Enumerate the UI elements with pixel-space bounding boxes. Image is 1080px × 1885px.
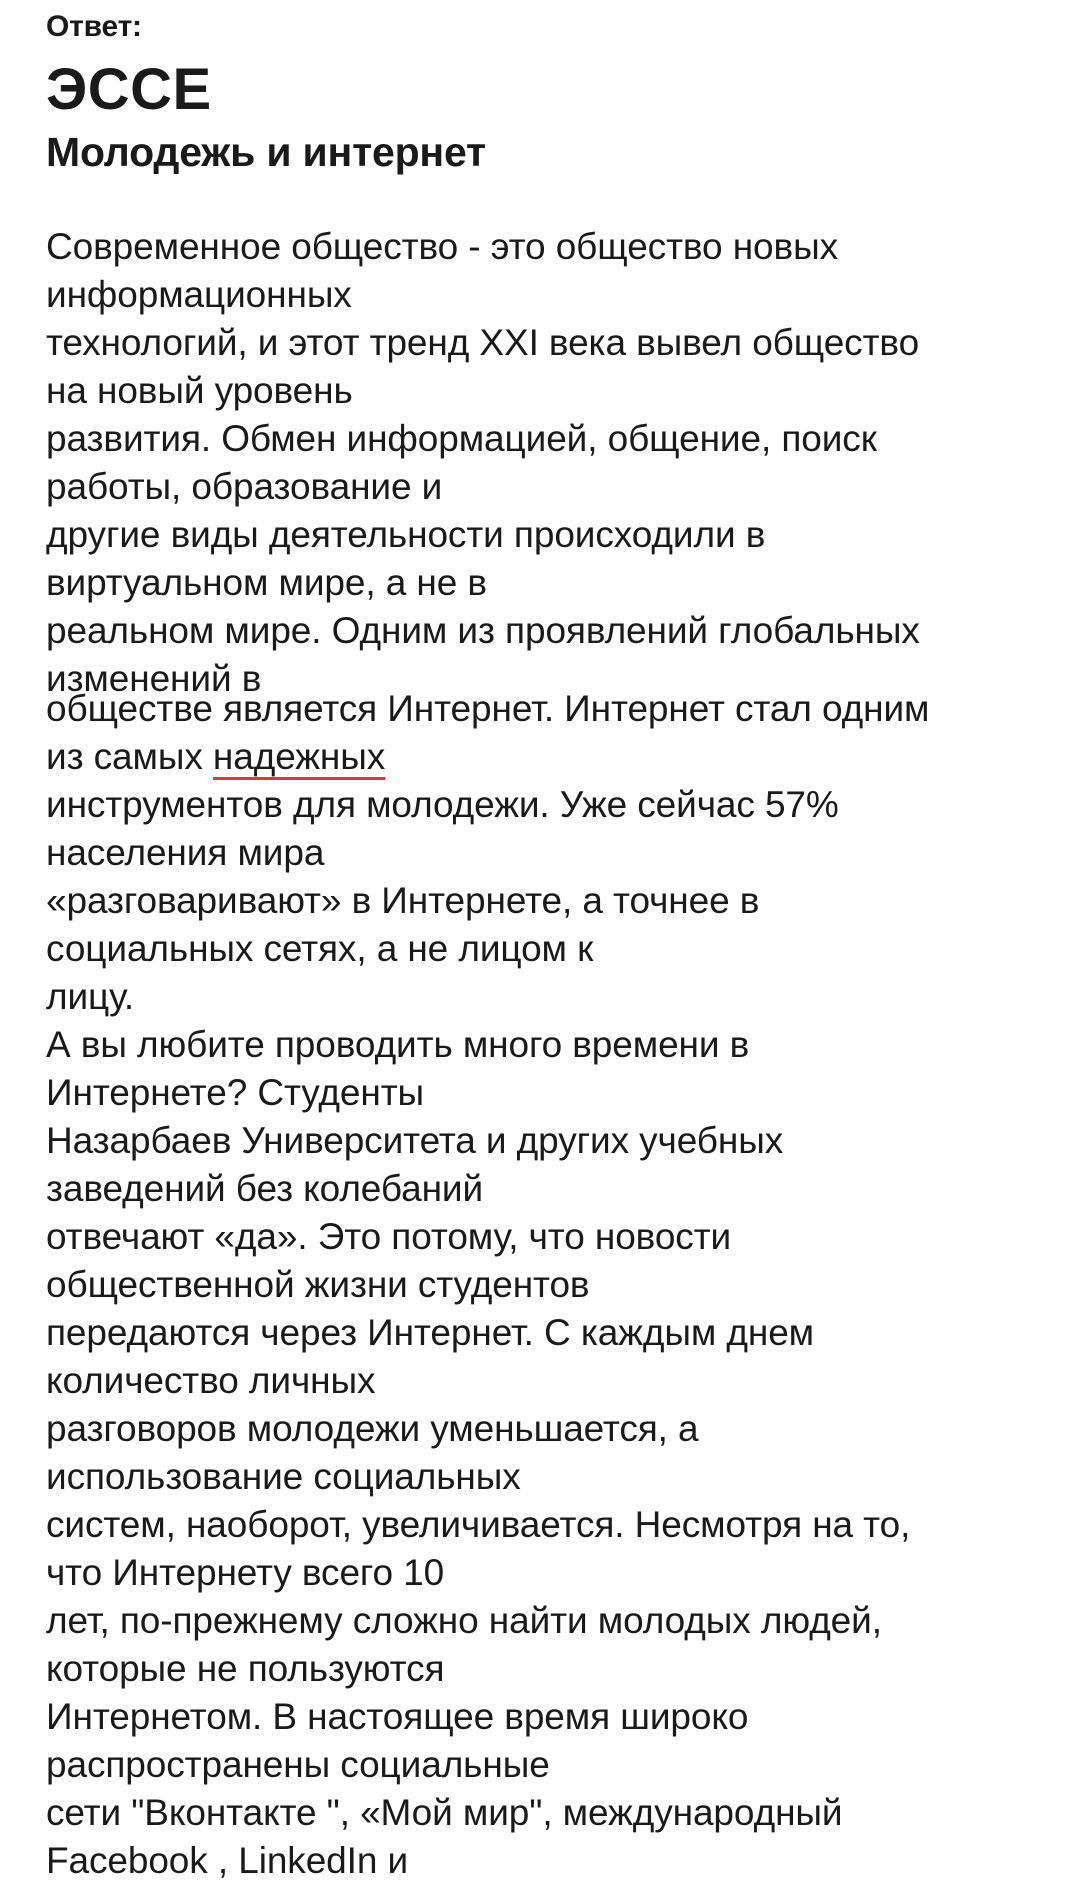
- essay-line: количество личных: [46, 1360, 376, 1401]
- essay-line: другие виды деятельности происходили в: [46, 514, 766, 555]
- document-page: [46, 0, 1056, 1881]
- essay-line: виртуальном мире, а не в: [46, 562, 487, 603]
- essay-line: заведений без колебаний: [46, 1168, 484, 1209]
- essay-line-with-underline: [46, 733, 1056, 781]
- essay-line: общественной жизни студентов: [46, 1264, 590, 1305]
- essay-line: систем, наоборот, увеличивается. Несмотря на то,: [46, 1504, 911, 1545]
- essay-line: населения мира: [46, 832, 325, 873]
- essay-line: Современное общество - это общество новых: [46, 226, 838, 267]
- essay-line: использование социальных: [46, 1456, 521, 1497]
- essay-body: [46, 223, 1056, 1885]
- essay-line: изменений в: [46, 658, 262, 699]
- essay-subtitle: Молодежь и интернет: [46, 129, 486, 175]
- essay-line: что Интернету всего 10: [46, 1552, 445, 1593]
- essay-line: реальном мире. Одним из проявлений глобальных: [46, 610, 920, 651]
- answer-label: Ответ:: [46, 10, 142, 43]
- essay-line: Интернете? Студенты: [46, 1072, 425, 1113]
- essay-line: инструментов для молодежи. Уже сейчас 57%: [46, 784, 839, 825]
- essay-line: Facebook , LinkedIn и: [46, 1840, 409, 1881]
- essay-line: технологий, и этот тренд XXI века вывел общество: [46, 322, 920, 363]
- essay-line: развития. Обмен информацией, общение, поиск: [46, 418, 877, 459]
- essay-line: информационных: [46, 274, 352, 315]
- essay-line: которые не пользуются: [46, 1648, 445, 1689]
- essay-line: «разговаривают» в Интернете, а точнее в: [46, 880, 760, 921]
- essay-line: лицу.: [46, 976, 135, 1017]
- essay-line: на новый уровень: [46, 370, 353, 411]
- essay-line: лет, по-прежнему сложно найти молодых людей,: [46, 1600, 882, 1641]
- essay-line: работы, образование и: [46, 466, 443, 507]
- essay-line: А вы любите проводить много времени в: [46, 1024, 750, 1065]
- essay-line: передаются через Интернет. С каждым днем: [46, 1312, 815, 1353]
- essay-line: сети "Вконтакте ", «Мой мир", международный: [46, 1792, 843, 1833]
- essay-line: разговоров молодежи уменьшается, а: [46, 1408, 699, 1449]
- essay-title: ЭССЕ: [46, 57, 212, 122]
- essay-line: Интернетом. В настоящее время широко: [46, 1696, 749, 1737]
- spellcheck-underlined-word: надежных: [212, 736, 386, 777]
- essay-line: обществе является Интернет. Интернет стал одним: [46, 688, 930, 729]
- essay-line: отвечают «да». Это потому, что новости: [46, 1216, 732, 1257]
- essay-line: распространены социальные: [46, 1744, 550, 1785]
- essay-line-text: из самых: [46, 736, 213, 777]
- essay-line: социальных сетях, а не лицом к: [46, 928, 594, 969]
- essay-line: Назарбаев Университета и других учебных: [46, 1120, 784, 1161]
